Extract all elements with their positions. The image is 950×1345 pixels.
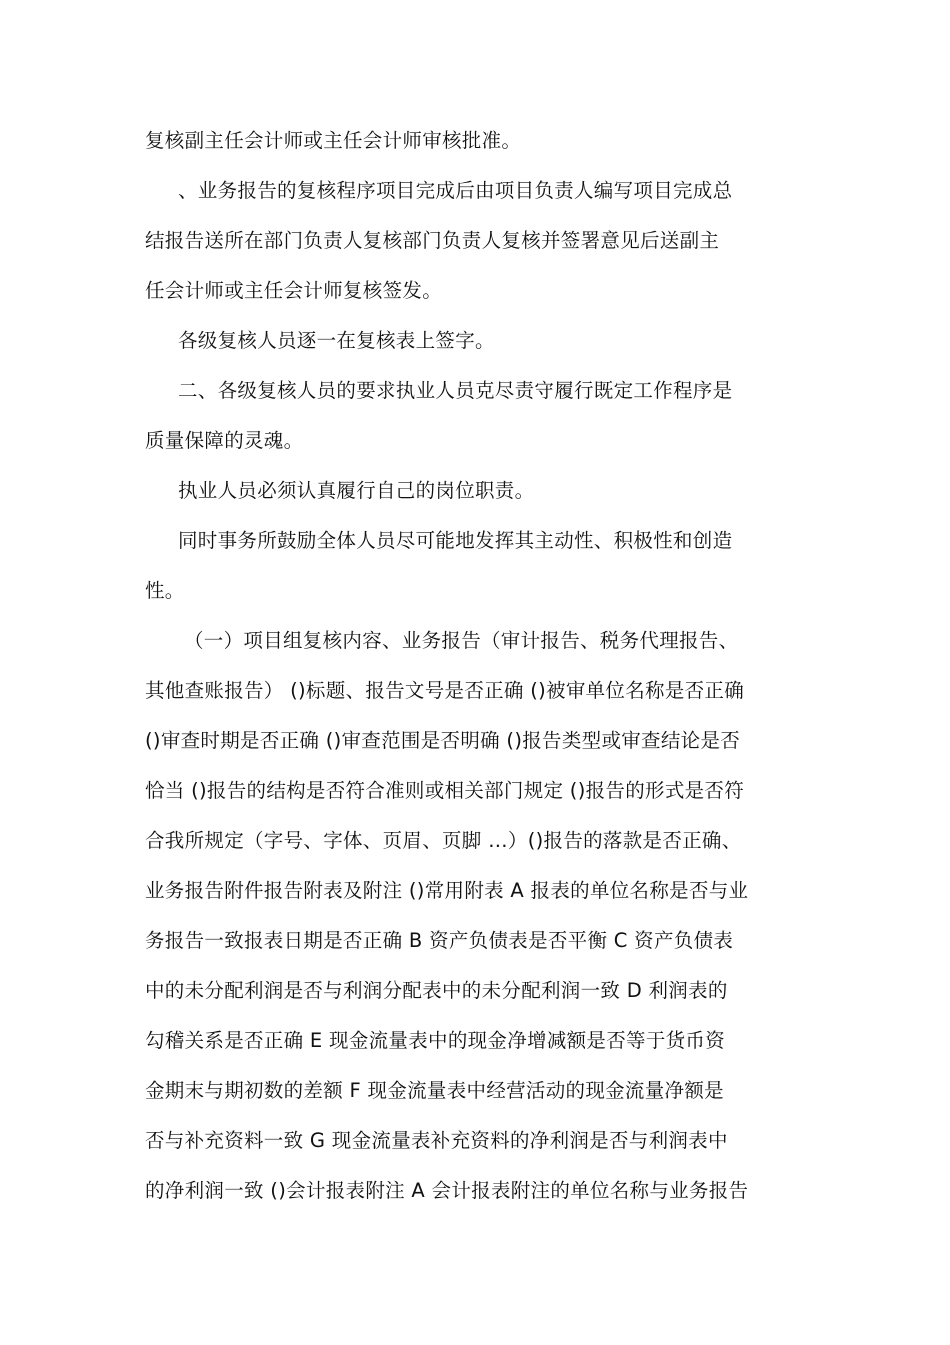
text-line: 其他查账报告） ()标题、报告文号是否正确 ()被审单位名称是否正确 bbox=[145, 679, 745, 702]
text-line: 各级复核人员逐一在复核表上签字。 bbox=[178, 329, 495, 352]
text-line: 质量保障的灵魂。 bbox=[145, 429, 304, 452]
text-line: 中的未分配利润是否与利润分配表中的未分配利润一致 D 利润表的 bbox=[145, 979, 728, 1002]
text-line: 任会计师或主任会计师复核签发。 bbox=[145, 279, 443, 302]
text-line: ()审查时期是否正确 ()审查范围是否明确 ()报告类型或审查结论是否 bbox=[145, 729, 741, 752]
text-line: 复核副主任会计师或主任会计师审核批准。 bbox=[145, 129, 522, 152]
text-line: 务报告一致报表日期是否正确 B 资产负债表是否平衡 C 资产负债表 bbox=[145, 929, 734, 952]
text-line: 同时事务所鼓励全体人员尽可能地发挥其主动性、积极性和创造 bbox=[178, 529, 733, 552]
text-line: 合我所规定（字号、字体、页眉、页脚 …）()报告的落款是否正确、 bbox=[145, 829, 742, 852]
text-line: 执业人员必须认真履行自己的岗位职责。 bbox=[178, 479, 535, 502]
text-line: 二、各级复核人员的要求执业人员克尽责守履行既定工作程序是 bbox=[178, 379, 733, 402]
text-line: 的净利润一致 ()会计报表附注 A 会计报表附注的单位名称与业务报告 bbox=[145, 1179, 749, 1202]
text-line: 恰当 ()报告的结构是否符合准则或相关部门规定 ()报告的形式是否符 bbox=[145, 779, 745, 802]
text-line: 结报告送所在部门负责人复核部门负责人复核并签署意见后送副主 bbox=[145, 229, 720, 252]
text-line: （一）项目组复核内容、业务报告（审计报告、税务代理报告、 bbox=[184, 629, 739, 652]
text-line: 性。 bbox=[145, 579, 185, 602]
text-line: 业务报告附件报告附表及附注 ()常用附表 A 报表的单位名称是否与业 bbox=[145, 879, 749, 902]
text-line: 否与补充资料一致 G 现金流量表补充资料的净利润是否与利润表中 bbox=[145, 1129, 728, 1152]
text-line: 、业务报告的复核程序项目完成后由项目负责人编写项目完成总 bbox=[178, 179, 733, 202]
text-line: 金期末与期初数的差额 F 现金流量表中经营活动的现金流量净额是 bbox=[145, 1079, 724, 1102]
text-line: 勾稽关系是否正确 E 现金流量表中的现金净增减额是否等于货币资 bbox=[145, 1029, 726, 1052]
